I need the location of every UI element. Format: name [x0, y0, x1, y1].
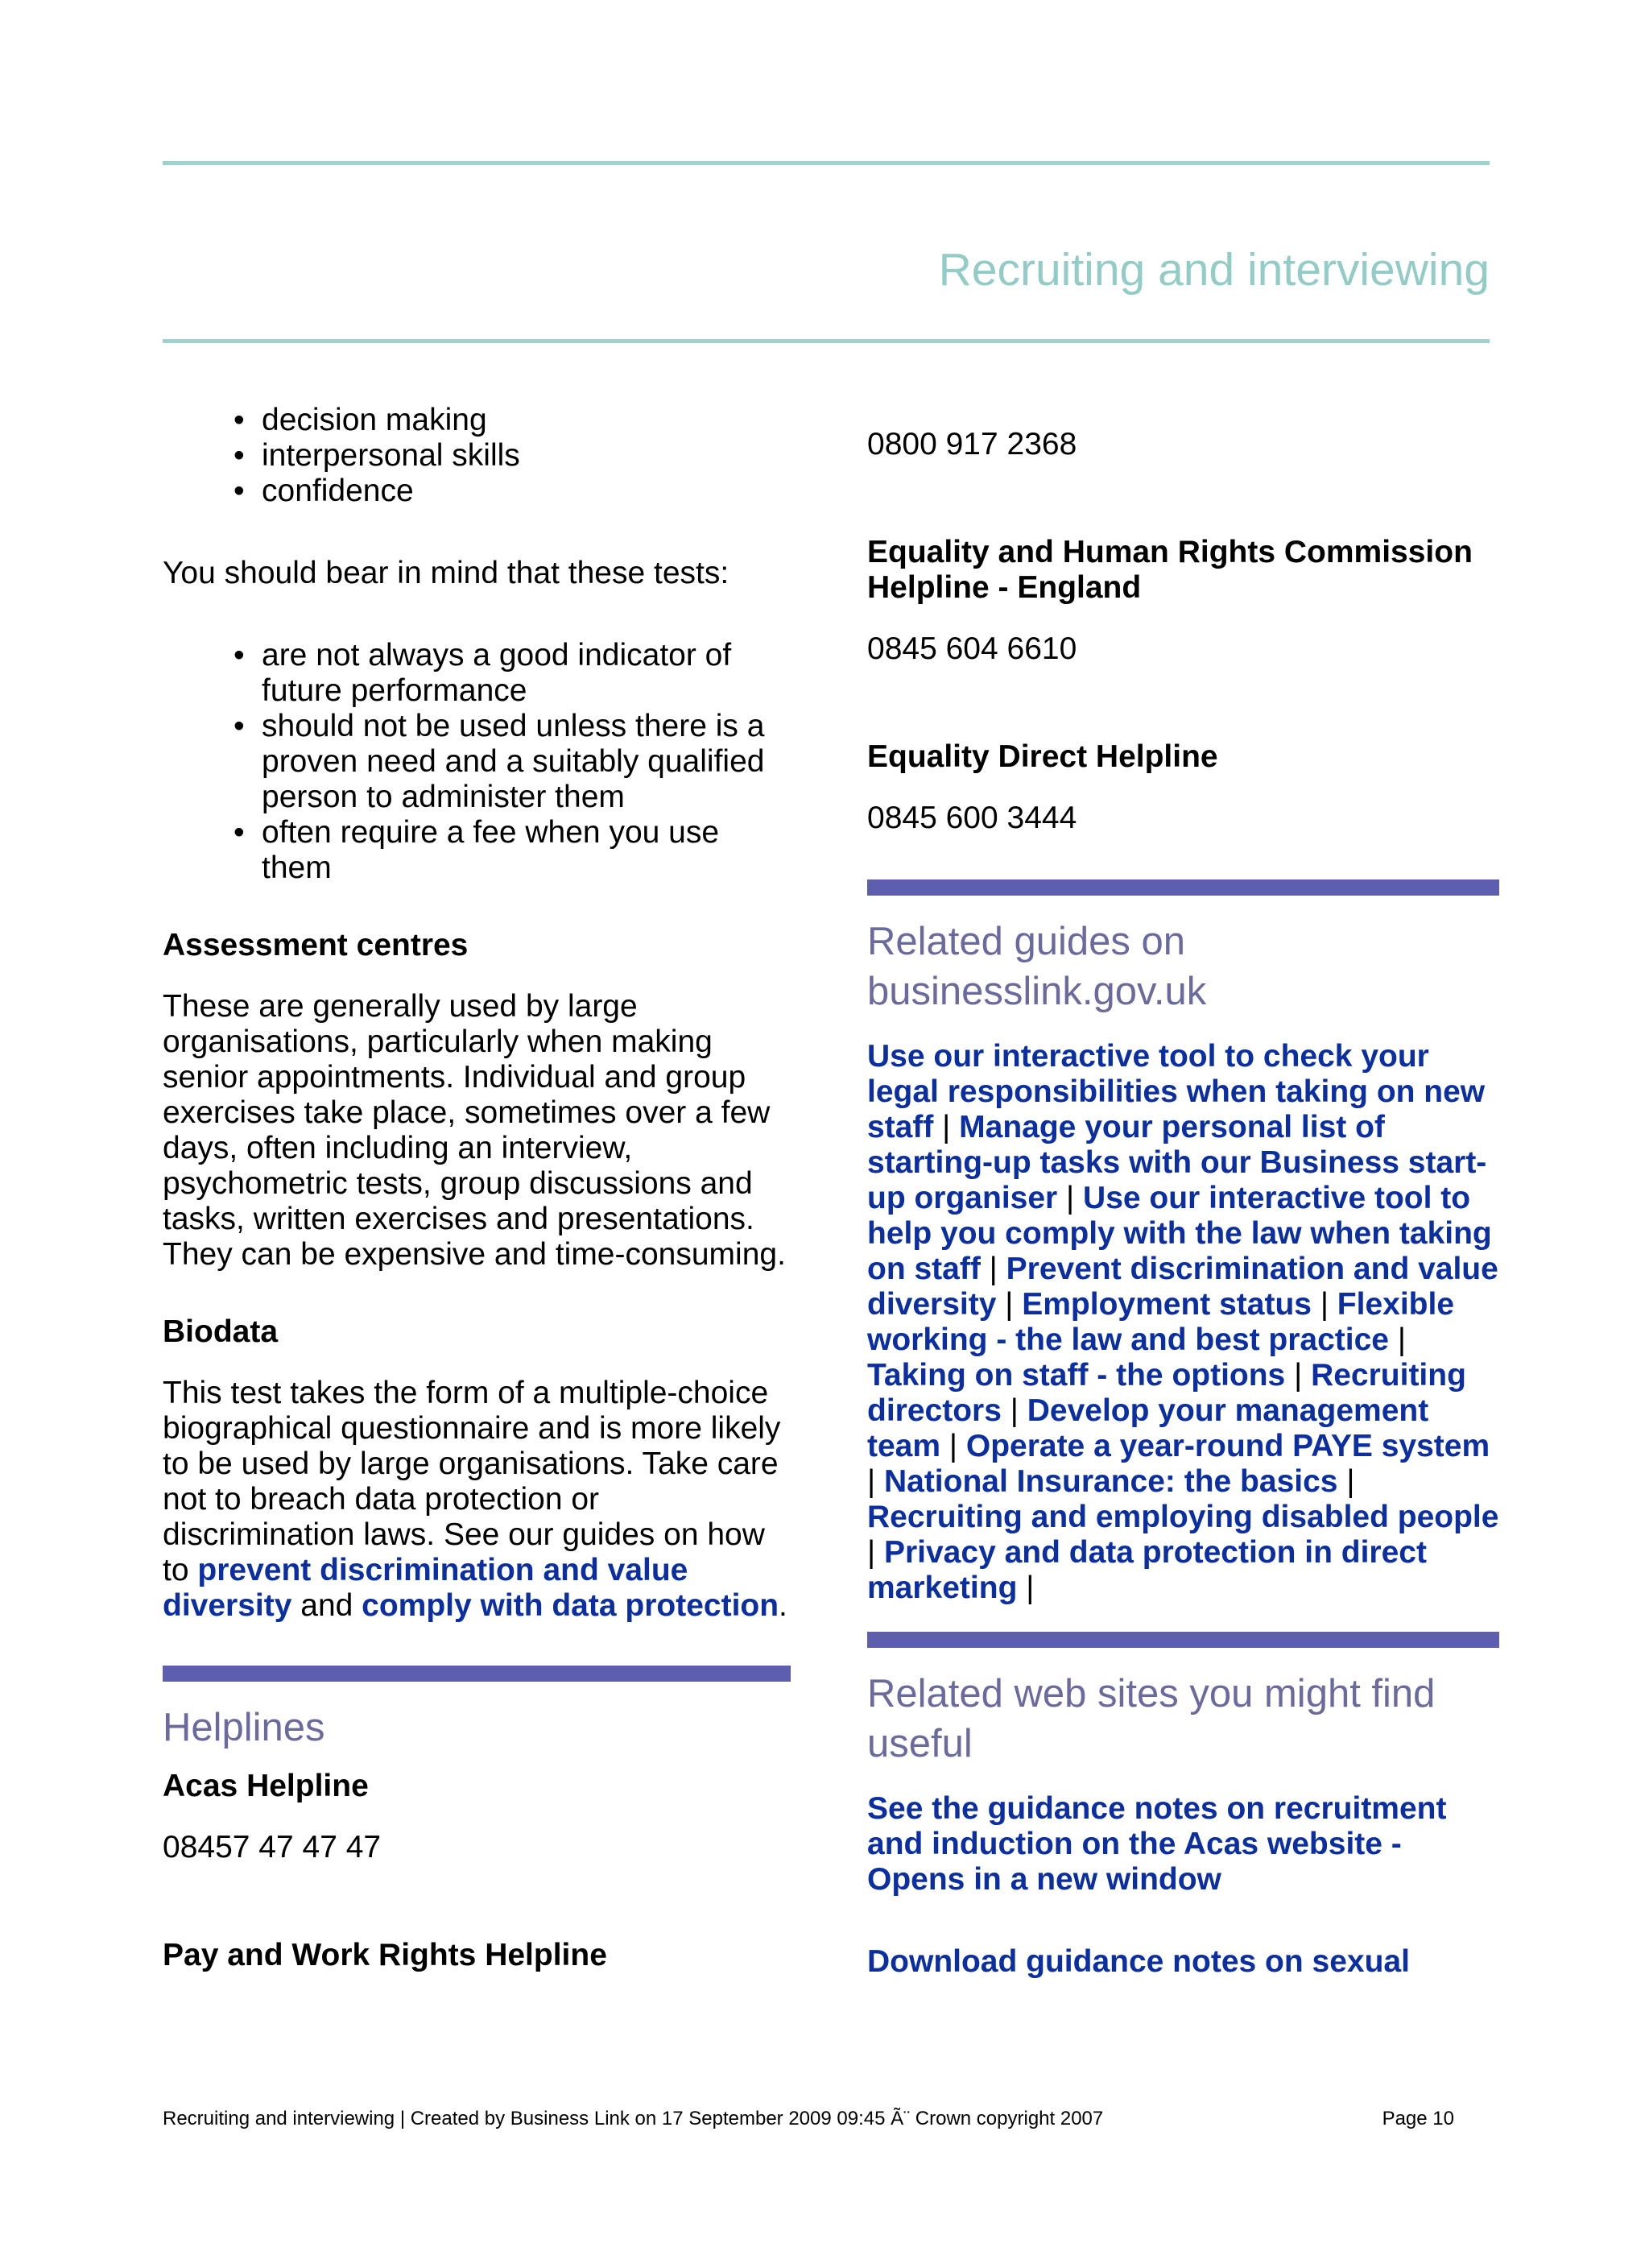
link-separator: | [1337, 1464, 1355, 1499]
skills-list [163, 403, 791, 509]
biodata-text [163, 1376, 791, 1624]
ehrc-phone: 0845 604 6610 [867, 631, 1077, 666]
link-separator: | [996, 1287, 1023, 1322]
guide-link[interactable]: Use our interactive tool to help you comply with the law when taking on staff [867, 1181, 1492, 1286]
site-link-item [867, 1791, 1499, 1898]
pay-heading: Pay and Work Rights Helpline [163, 1938, 607, 1972]
page-number: Page 10 [1382, 2108, 1454, 2129]
sexual-guidance-link[interactable]: Download guidance notes on sexual [867, 1944, 1410, 1979]
list-item: • interpersonal skills [163, 438, 791, 474]
assessment-text: These are generally used by large organisations, particularly when making senior appointments. Individual and group exercises take place, sometimes over a few days, often including an interview, psychometric tests, group discussions and tasks, written exercises and presentations. They can be expensive and time-consuming. [163, 989, 786, 1272]
equality-heading: Equality Direct Helpline [867, 739, 1218, 774]
link-separator: | [1311, 1287, 1337, 1322]
helplines-heading: Helplines [163, 1706, 325, 1749]
guides-heading: Related guides on businesslink.gov.uk [867, 920, 1207, 1013]
guide-link[interactable]: Manage your personal list of starting-up tasks with our Business start-up organiser [867, 1110, 1487, 1215]
acas-guidance-link[interactable]: See the guidance notes on recruitment and induction on the Acas website - Opens in a new window [867, 1791, 1447, 1897]
link-separator: | [933, 1110, 960, 1144]
guide-link[interactable]: Use our interactive tool to check your legal responsibilities when taking on new staff [867, 1039, 1486, 1144]
tests-intro: You should bear in mind that these tests: [163, 556, 729, 590]
link-separator: | [1285, 1358, 1312, 1393]
guide-link[interactable]: Develop your management team [867, 1393, 1429, 1463]
left-column [163, 403, 791, 1973]
guides-section-bar [867, 879, 1499, 896]
link-separator: | [1001, 1393, 1027, 1428]
biodata-end: . [779, 1588, 787, 1623]
related-guides-links [867, 1039, 1499, 1606]
guide-link[interactable]: Taking on staff - the options [867, 1358, 1286, 1393]
ehrc-heading: Equality and Human Rights Commission Helpline - England [867, 535, 1473, 605]
acas-phone: 08457 47 47 47 [163, 1830, 382, 1864]
list-item: • confidence [163, 474, 791, 509]
link-separator: | [1057, 1181, 1084, 1215]
guide-link[interactable]: National Insurance: the basics [883, 1464, 1338, 1499]
guide-link[interactable]: Flexible working - the law and best practice [867, 1287, 1455, 1357]
link-separator: | [867, 1464, 884, 1499]
list-item: • decision making [163, 403, 791, 438]
list-item: • often require a fee when you use them [163, 815, 791, 886]
acas-heading: Acas Helpline [163, 1769, 369, 1803]
list-item: • are not always a good indicator of future performance [163, 638, 791, 709]
guide-link[interactable]: Recruiting and employing disabled people [867, 1500, 1499, 1534]
guide-link[interactable]: Recruiting directors [867, 1358, 1466, 1428]
biodata-heading: Biodata [163, 1314, 279, 1349]
guide-link[interactable]: Operate a year-round PAYE system [965, 1429, 1490, 1463]
right-column [867, 427, 1499, 1980]
list-item: • should not be used unless there is a proven need and a suitably qualified person to administer them [163, 709, 791, 815]
comply-data-protection-link[interactable]: comply with data protection [362, 1588, 779, 1623]
guide-link[interactable]: Employment status [1022, 1287, 1312, 1322]
page-title: Recruiting and interviewing [938, 244, 1490, 296]
tests-caveats-list [163, 638, 791, 886]
websites-heading: Related web sites you might find useful [867, 1672, 1436, 1765]
assessment-heading: Assessment centres [163, 928, 469, 962]
link-separator: | [867, 1535, 884, 1570]
header-bottom-rule [163, 339, 1490, 343]
site-link-item [867, 1944, 1499, 1980]
helplines-section-bar [163, 1666, 791, 1682]
link-separator: | [1017, 1571, 1035, 1605]
footer-text: Recruiting and interviewing | Created by Business Link on 17 September 2009 09:45 Ã¨ Crown copyright 2007 [163, 2108, 1104, 2129]
link-separator: | [940, 1429, 966, 1463]
page-footer [163, 2107, 1454, 2131]
guide-link[interactable]: Prevent discrimination and value diversity [867, 1252, 1498, 1322]
biodata-text-body: This test takes the form of a multiple-choice biographical questionnaire and is more likely to be used by large organisations. Take care not to breach data protection or discrimination laws. See our guides on how to [163, 1376, 781, 1587]
pay-phone: 0800 917 2368 [867, 427, 1077, 461]
prevent-discrimination-link[interactable]: prevent discrimination and value diversity [163, 1553, 688, 1623]
link-separator: | [1388, 1322, 1406, 1357]
equality-phone: 0845 600 3444 [867, 801, 1077, 835]
websites-section-bar [867, 1632, 1499, 1648]
link-separator: | [980, 1252, 1006, 1286]
biodata-and: and [291, 1588, 362, 1623]
guide-link[interactable]: Privacy and data protection in direct marketing [867, 1535, 1427, 1605]
header-top-rule [163, 161, 1490, 165]
